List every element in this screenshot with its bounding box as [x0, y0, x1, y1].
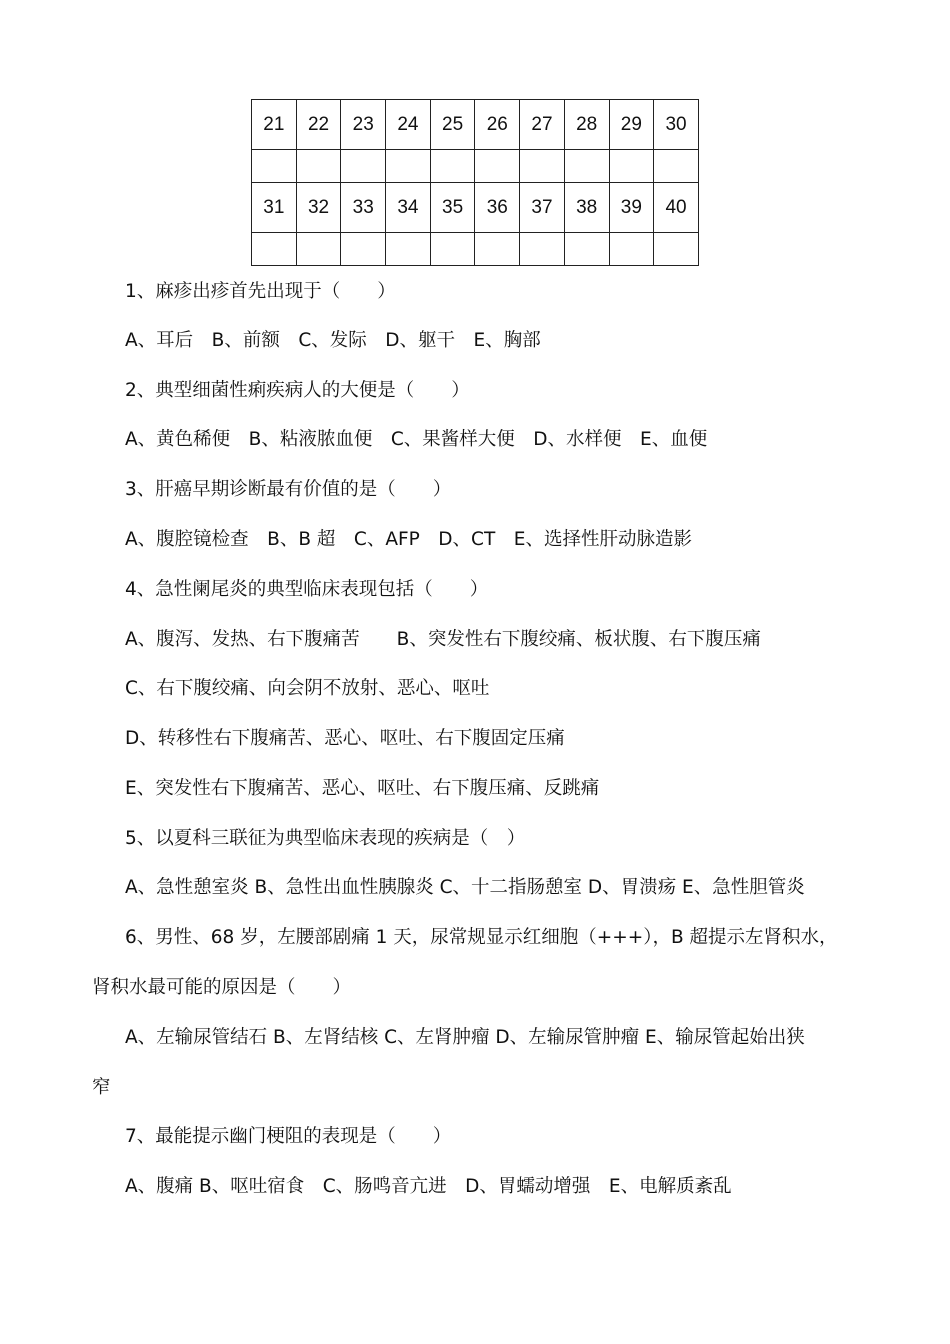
question-1: 1、麻疹出疹首先出现于（ ）	[125, 281, 396, 302]
question-6-cont: 肾积水最可能的原因是（ ）	[92, 977, 352, 998]
question-2: 2、典型细菌性痢疾病人的大便是（ ）	[125, 380, 470, 401]
grid-answer-cell	[296, 233, 341, 266]
grid-number-cell: 30	[654, 100, 699, 150]
question-4-option-d: D、转移性右下腹痛苦、恶心、呕吐、右下腹固定压痛	[125, 728, 565, 749]
grid-answer-cell	[341, 150, 386, 183]
grid-answer-cell	[252, 233, 297, 266]
grid-answer-cell	[430, 233, 475, 266]
grid-answer-row	[252, 150, 699, 183]
question-2-options: A、黄色稀便 B、粘液脓血便 C、果酱样大便 D、水样便 E、血便	[125, 429, 708, 450]
question-6-options-cont: 窄	[92, 1077, 111, 1098]
grid-number-cell: 31	[252, 183, 297, 233]
grid-answer-cell	[341, 233, 386, 266]
grid-answer-cell	[520, 233, 565, 266]
grid-number-cell: 33	[341, 183, 386, 233]
grid-number-cell: 25	[430, 100, 475, 150]
question-4-option-c: C、右下腹绞痛、向会阴不放射、恶心、呕吐	[125, 678, 490, 699]
grid-number-cell: 29	[609, 100, 654, 150]
question-5-options: A、急性憩室炎 B、急性出血性胰腺炎 C、十二指肠憩室 D、胃溃疡 E、急性胆管炎	[125, 877, 805, 898]
answer-grid	[251, 99, 699, 266]
grid-answer-cell	[564, 150, 609, 183]
grid-answer-cell	[430, 150, 475, 183]
grid-answer-cell	[296, 150, 341, 183]
grid-answer-cell	[386, 150, 431, 183]
grid-number-cell: 38	[564, 183, 609, 233]
question-4-options-ab: A、腹泻、发热、右下腹痛苦 B、突发性右下腹绞痛、板状腹、右下腹压痛	[125, 629, 761, 650]
grid-answer-cell	[654, 150, 699, 183]
grid-answer-cell	[654, 233, 699, 266]
grid-answer-cell	[520, 150, 565, 183]
question-1-options: A、耳后 B、前额 C、发际 D、躯干 E、胸部	[125, 330, 541, 351]
grid-number-cell: 37	[520, 183, 565, 233]
grid-number-cell: 40	[654, 183, 699, 233]
grid-answer-cell	[564, 233, 609, 266]
grid-number-cell: 21	[252, 100, 297, 150]
grid-number-cell: 27	[520, 100, 565, 150]
grid-number-cell: 24	[386, 100, 431, 150]
question-5: 5、以夏科三联征为典型临床表现的疾病是（ ）	[125, 828, 526, 849]
grid-answer-cell	[252, 150, 297, 183]
question-7-options: A、腹痛 B、呕吐宿食 C、肠鸣音亢进 D、胃蠕动增强 E、电解质紊乱	[125, 1176, 732, 1197]
grid-number-row	[252, 183, 699, 233]
question-6-options: A、左输尿管结石 B、左肾结核 C、左肾肿瘤 D、左输尿管肿瘤 E、输尿管起始出狭	[125, 1027, 805, 1048]
grid-number-cell: 23	[341, 100, 386, 150]
question-3-options: A、腹腔镜检查 B、B 超 C、AFP D、CT E、选择性肝动脉造影	[125, 529, 692, 550]
grid-number-cell: 22	[296, 100, 341, 150]
grid-number-row	[252, 100, 699, 150]
grid-answer-cell	[475, 233, 520, 266]
grid-number-cell: 34	[386, 183, 431, 233]
grid-answer-cell	[609, 233, 654, 266]
grid-number-cell: 35	[430, 183, 475, 233]
grid-answer-cell	[609, 150, 654, 183]
question-3: 3、肝癌早期诊断最有价值的是（ ）	[125, 479, 452, 500]
grid-number-cell: 36	[475, 183, 520, 233]
grid-answer-cell	[386, 233, 431, 266]
grid-number-cell: 32	[296, 183, 341, 233]
grid-answer-row	[252, 233, 699, 266]
grid-number-cell: 28	[564, 100, 609, 150]
grid-number-cell: 26	[475, 100, 520, 150]
question-7: 7、最能提示幽门梗阻的表现是（ ）	[125, 1126, 452, 1147]
question-4: 4、急性阑尾炎的典型临床表现包括（ ）	[125, 579, 489, 600]
grid-number-cell: 39	[609, 183, 654, 233]
grid-answer-cell	[475, 150, 520, 183]
question-6: 6、男性、68 岁，左腰部剧痛 1 天，尿常规显示红细胞（+++），B 超提示左肾积水，	[125, 927, 838, 948]
question-4-option-e: E、突发性右下腹痛苦、恶心、呕吐、右下腹压痛、反跳痛	[125, 778, 600, 799]
